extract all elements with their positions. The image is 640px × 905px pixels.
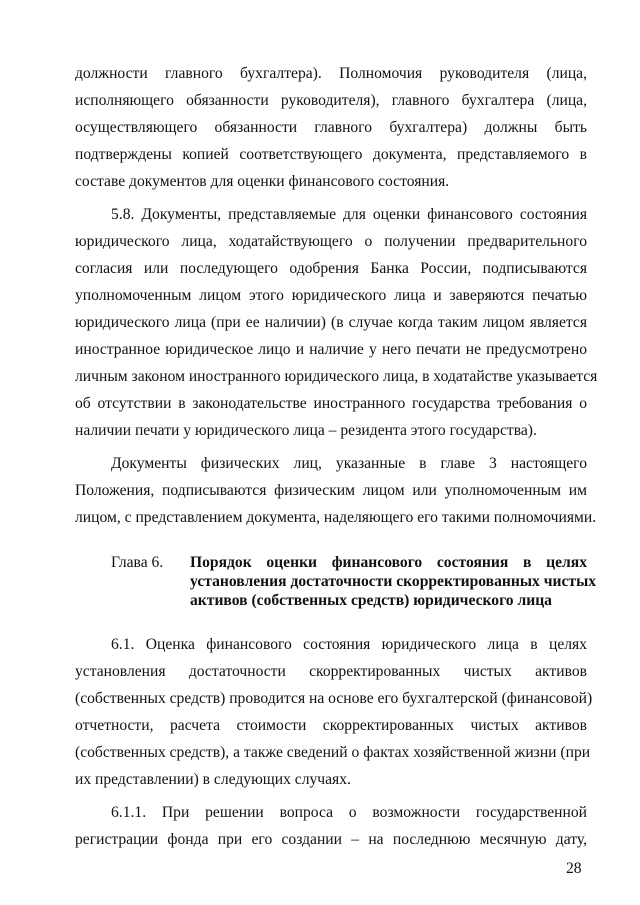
text-line: должности главного бухгалтера). Полномочия руководителя (лица,	[75, 65, 587, 82]
chapter-label: Глава 6.	[111, 554, 164, 571]
text-line: Документы физических лиц, указанные в главе 3 настоящего	[111, 455, 587, 472]
text-line: составе документов для оценки финансового состояния.	[75, 173, 450, 190]
text-line: об отсутствии в законодательстве иностранного государства требования о	[75, 395, 587, 412]
text-line: юридического лица (при ее наличии) (в случае когда таким лицом является	[75, 314, 587, 331]
text-line: отчетности, расчета стоимости скорректированных чистых активов	[75, 717, 587, 734]
page-number: 28	[566, 860, 582, 877]
chapter-title-line: Порядок оценки финансового состояния в целях	[190, 554, 587, 571]
text-line: юридического лица, ходатайствующего о получении предварительного	[75, 233, 587, 250]
text-line: наличии печати у юридического лица – резидента этого государства).	[75, 422, 537, 439]
text-line: установления достаточности скорректированных чистых активов	[75, 663, 587, 680]
text-line: согласия или последующего одобрения Банка России, подписываются	[75, 260, 587, 277]
text-line: уполномоченным лицом этого юридического лица и заверяются печатью	[75, 287, 587, 304]
text-line: 6.1. Оценка финансового состояния юридического лица в целях	[111, 636, 587, 653]
text-line: иностранное юридическое лицо и наличие у него печати не предусмотрено	[75, 341, 587, 358]
text-line: регистрации фонда при его создании – на последнюю месячную дату,	[75, 831, 587, 848]
text-line: подтверждены копией соответствующего документа, представляемого в	[75, 146, 587, 163]
chapter-title-line: установления достаточности скорректированных чистых	[190, 573, 597, 590]
text-line: Положения, подписываются физическим лицом или уполномоченным им	[75, 482, 587, 499]
text-line: исполняющего обязанности руководителя), главного бухгалтера (лица,	[75, 92, 587, 109]
text-line: (собственных средств), а также сведений о фактах хозяйственной жизни (при	[75, 744, 591, 761]
text-line: осуществляющего обязанности главного бухгалтера) должны быть	[75, 119, 587, 136]
text-line: их представлении) в следующих случаях.	[75, 771, 351, 788]
text-line: (собственных средств) проводится на основе его бухгалтерской (финансовой)	[75, 690, 593, 707]
text-line: лицом, с представлением документа, наделяющего его такими полномочиями.	[75, 509, 597, 526]
text-line: личным законом иностранного юридического лица, в ходатайстве указывается	[75, 368, 598, 385]
text-line: 5.8. Документы, представляемые для оценки финансового состояния	[111, 206, 587, 223]
text-line: 6.1.1. При решении вопроса о возможности государственной	[111, 804, 587, 821]
chapter-title-line: активов (собственных средств) юридического лица	[190, 592, 552, 609]
